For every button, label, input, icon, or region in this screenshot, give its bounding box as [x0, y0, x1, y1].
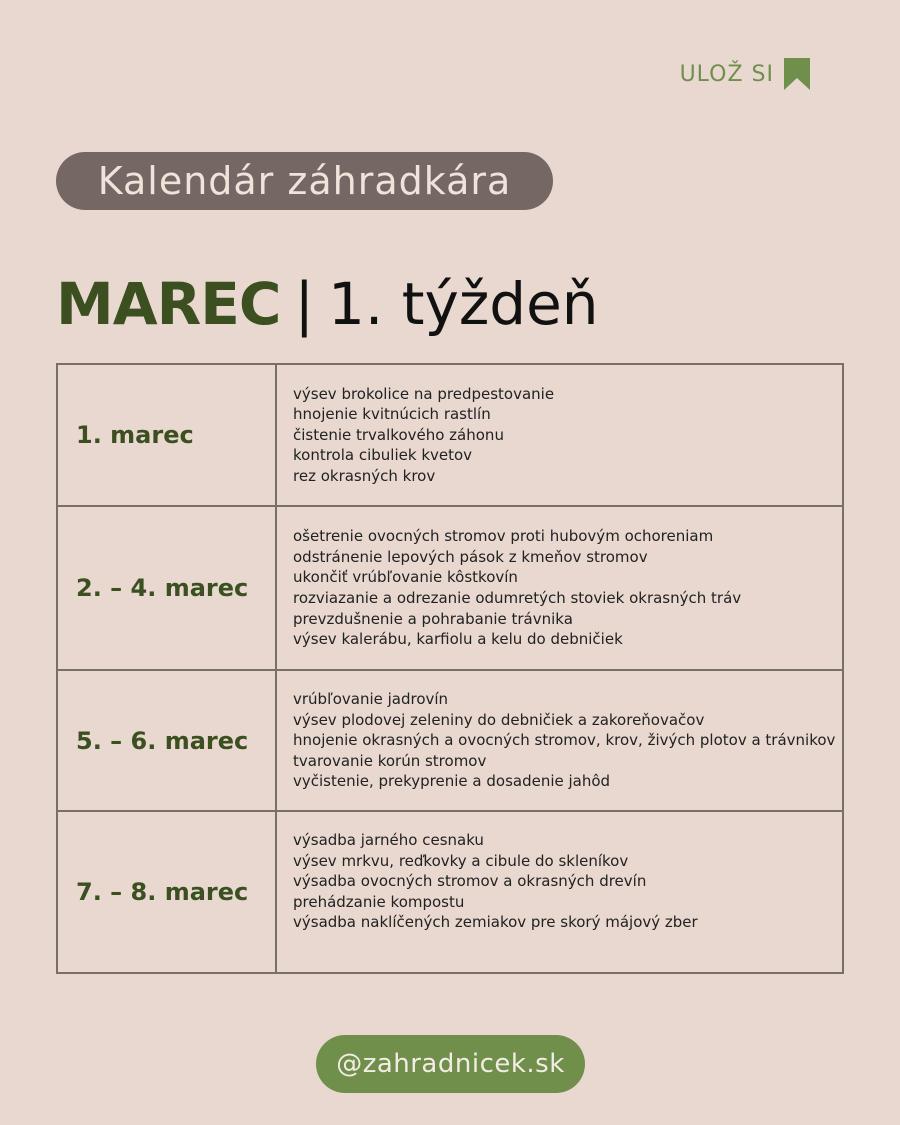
task-item: rozviazanie a odrezanie odumretých stoviek okrasných tráv [293, 589, 742, 607]
heading-separator: | [294, 270, 314, 338]
calendar-table [56, 363, 844, 974]
task-item: ošetrenie ovocných stromov proti hubovým ochoreniam [293, 527, 714, 546]
task-item: výsadba naklíčených zemiakov pre skorý májový zber [293, 913, 698, 932]
row-tasks [276, 811, 843, 973]
task-item: výsev kalerábu, karfiolu a kelu do debničiek [293, 630, 623, 649]
save-button[interactable] [680, 58, 810, 90]
task-item: vyčistenie, prekyprenie a dosadenie jahôd [293, 772, 611, 791]
table-row [57, 811, 843, 973]
row-date: 7. – 8. marec [57, 811, 276, 973]
heading-week: 1. týždeň [328, 270, 599, 338]
calendar-title: Kalendár záhradkára [56, 152, 553, 210]
row-tasks [276, 506, 843, 670]
social-handle[interactable]: @zahradnicek.sk [316, 1035, 585, 1093]
task-item: prehádzanie kompostu [293, 892, 465, 911]
table-row [57, 364, 843, 506]
table-row [57, 670, 843, 811]
task-item: výsadba ovocných stromov a okrasných drevín [293, 872, 647, 891]
task-item: výsev brokolice na predpestovanie [293, 384, 555, 403]
row-date: 5. – 6. marec [57, 670, 276, 811]
task-item: hnojenie okrasných a ovocných stromov, krov, živých plotov a trávnikov [293, 731, 836, 750]
task-item: ukončiť vrúbľovanie kôstkovín [293, 568, 518, 587]
page-heading [56, 268, 599, 340]
table-row [57, 506, 843, 670]
row-date: 2. – 4. marec [57, 506, 276, 670]
task-item: výsadba jarného cesnaku [293, 831, 484, 849]
row-tasks [276, 364, 843, 506]
task-item: výsev plodovej zeleniny do debničiek a zakoreňovačov [293, 710, 705, 729]
save-label: ULOŽ SI [679, 61, 774, 87]
task-item: výsev mrkvu, reďkovky a cibule do skleníkov [293, 851, 629, 870]
row-tasks [276, 670, 843, 811]
task-item: kontrola cibuliek kvetov [293, 446, 473, 465]
task-item: tvarovanie korún stromov [293, 751, 487, 770]
task-item: vrúbľovanie jadrovín [293, 690, 449, 709]
task-item: rez okrasných krov [293, 466, 436, 485]
task-item: hnojenie kvitnúcich rastlín [293, 405, 491, 424]
task-item: odstránenie lepových pások z kmeňov stromov [293, 547, 648, 566]
task-item: prevzdušnenie a pohrabanie trávnika [293, 609, 573, 628]
task-item: čistenie trvalkového záhonu [293, 425, 504, 444]
row-date: 1. marec [57, 364, 276, 506]
heading-month: MAREC [56, 270, 281, 338]
bookmark-icon [784, 58, 810, 90]
